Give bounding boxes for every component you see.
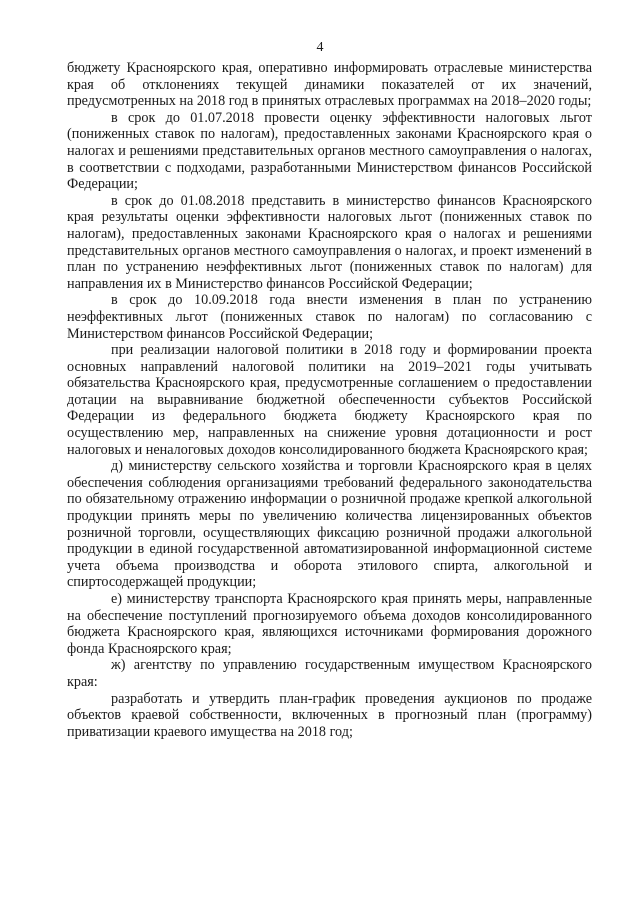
paragraph-plan-amendment: в срок до 10.09.2018 года внести изменения в план по устранению неэффективных льгот (пониженных ставок по налогам) по согласованию с Министерством финансов Российской Федерации; [67,292,592,342]
paragraph-item-d: д) министерству сельского хозяйства и торговли Красноярского края в целях обеспечения соблюдения организациями требований федерального законодательства по обязательному отражению информации о розничной продаже крепкой алкогольной продукции принять меры по увеличению количества лицензированных объектов розничной торговли, осуществляющих фиксацию розничной продажи алкогольной продукции в единой государственной автоматизированной информационной системе учета объема производства и оборота этилового спирта, алкогольной и спиртосодержащей продукции; [67,458,592,591]
document-body [67,60,592,740]
paragraph-tax-policy: при реализации налоговой политики в 2018 году и формировании проекта основных направлений налоговой политики на 2019–2021 годы учитывать обязательства Красноярского края, предусмотренные соглашением о предоставлении дотации на выравнивание бюджетной обеспеченности субъектов Российской Федерации из федерального бюджета бюджету Красноярского края по осуществлению мер, направленных на снижение уровня дотационности и рост налоговых и неналоговых доходов консолидированного бюджета Красноярского края; [67,342,592,458]
page-number: 4 [316,40,324,55]
paragraph-privatization-schedule: разработать и утвердить план-график проведения аукционов по продаже объектов краевой собственности, включенных в прогнозный план (программу) приватизации краевого имущества на 2018 год; [67,690,592,740]
paragraph-item-e: е) министерству транспорта Красноярского края принять меры, направленные на обеспечение поступлений прогнозируемого объема доходов консолидированного бюджета Красноярского края, являющихся источниками формирования дорожного фонда Красноярского края; [67,591,592,657]
paragraph-item-zh: ж) агентству по управлению государственным имуществом Красноярского края: [67,657,592,690]
paragraph-budget-informing: бюджету Красноярского края, оперативно информировать отраслевые министерства края об отклонениях текущей динамики показателей от их значений, предусмотренных на 2018 год в принятых отраслевых программах на 2018–2020 годы; [67,60,592,110]
paragraph-evaluation-results: в срок до 01.08.2018 представить в министерство финансов Красноярского края результаты оценки эффективности налоговых льгот (пониженных ставок по налогам), предоставленных законами Красноярского края о налогах и решениями представительных органов местного самоуправления о налогах, и проект изменений в план по устранению неэффективных льгот (пониженных ставок по налогам) для направления их в Министерство финансов Российской Федерации; [67,192,592,292]
paragraph-tax-benefit-evaluation: в срок до 01.07.2018 провести оценку эффективности налоговых льгот (пониженных ставок по налогам), предоставленных законами Красноярского края о налогах и решениями представительных органов местного самоуправления о налогах, в соответствии с подходами, разработанными Министерством финансов Российской Федерации; [67,109,592,193]
